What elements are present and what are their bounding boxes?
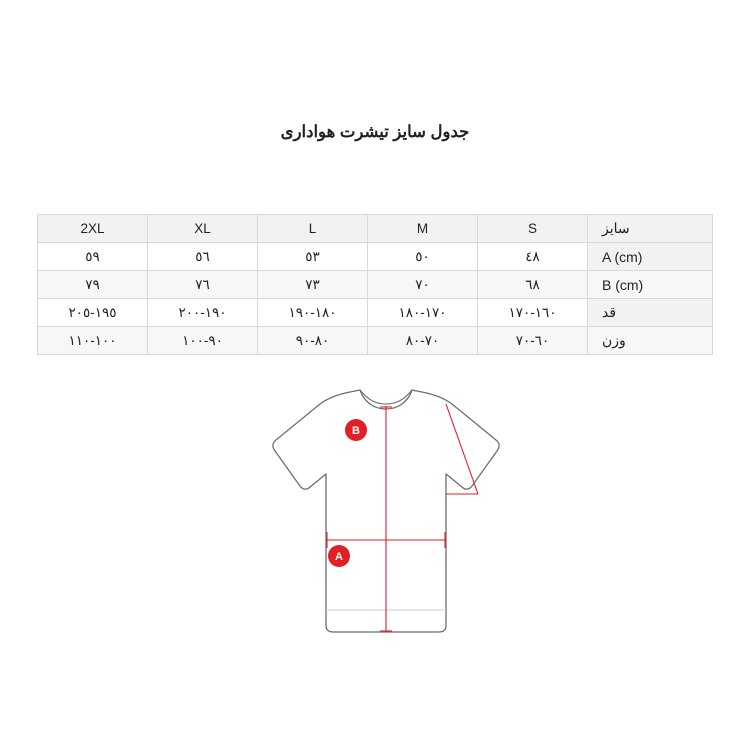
column-header-size: سایز xyxy=(588,215,713,243)
cell-height-m: ١٧٠-١٨٠ xyxy=(368,299,478,327)
cell-b-l: ٧٣ xyxy=(258,271,368,299)
cell-b-s: ٦٨ xyxy=(478,271,588,299)
row-label-height: قد xyxy=(588,299,713,327)
table-row xyxy=(38,299,713,327)
cell-height-s: ١٦٠-١٧٠ xyxy=(478,299,588,327)
cell-a-xl: ٥٦ xyxy=(148,243,258,271)
table-row xyxy=(38,327,713,355)
marker-a-label: A xyxy=(335,551,343,563)
cell-height-l: ١٨٠-١٩٠ xyxy=(258,299,368,327)
row-label-a: A (cm) xyxy=(588,243,713,271)
cell-b-xl: ٧٦ xyxy=(148,271,258,299)
column-header-xl: XL xyxy=(148,215,258,243)
cell-weight-m: ٧٠-٨٠ xyxy=(368,327,478,355)
table-row xyxy=(38,271,713,299)
cell-a-s: ٤٨ xyxy=(478,243,588,271)
cell-a-m: ٥٠ xyxy=(368,243,478,271)
column-header-l: L xyxy=(258,215,368,243)
row-label-b: B (cm) xyxy=(588,271,713,299)
marker-b xyxy=(345,419,367,441)
size-table xyxy=(37,214,713,355)
column-header-2xl: 2XL xyxy=(38,215,148,243)
cell-b-m: ٧٠ xyxy=(368,271,478,299)
marker-a xyxy=(328,545,350,567)
row-label-weight: وزن xyxy=(588,327,713,355)
tshirt-diagram xyxy=(0,382,750,672)
table-header-row xyxy=(38,215,713,243)
cell-b-2xl: ٧٩ xyxy=(38,271,148,299)
table-row xyxy=(38,243,713,271)
cell-weight-2xl: ١٠٠-١١٠ xyxy=(38,327,148,355)
column-header-s: S xyxy=(478,215,588,243)
cell-weight-l: ٨٠-٩٠ xyxy=(258,327,368,355)
marker-b-label: B xyxy=(352,425,360,437)
cell-a-2xl: ٥٩ xyxy=(38,243,148,271)
cell-height-xl: ١٩٠-٢٠٠ xyxy=(148,299,258,327)
cell-a-l: ٥٣ xyxy=(258,243,368,271)
cell-weight-xl: ٩٠-١٠٠ xyxy=(148,327,258,355)
cell-height-2xl: ١٩٥-٢٠٥ xyxy=(38,299,148,327)
column-header-m: M xyxy=(368,215,478,243)
cell-weight-s: ٦٠-٧٠ xyxy=(478,327,588,355)
page-title: جدول سایز تیشرت هواداری xyxy=(280,123,470,141)
